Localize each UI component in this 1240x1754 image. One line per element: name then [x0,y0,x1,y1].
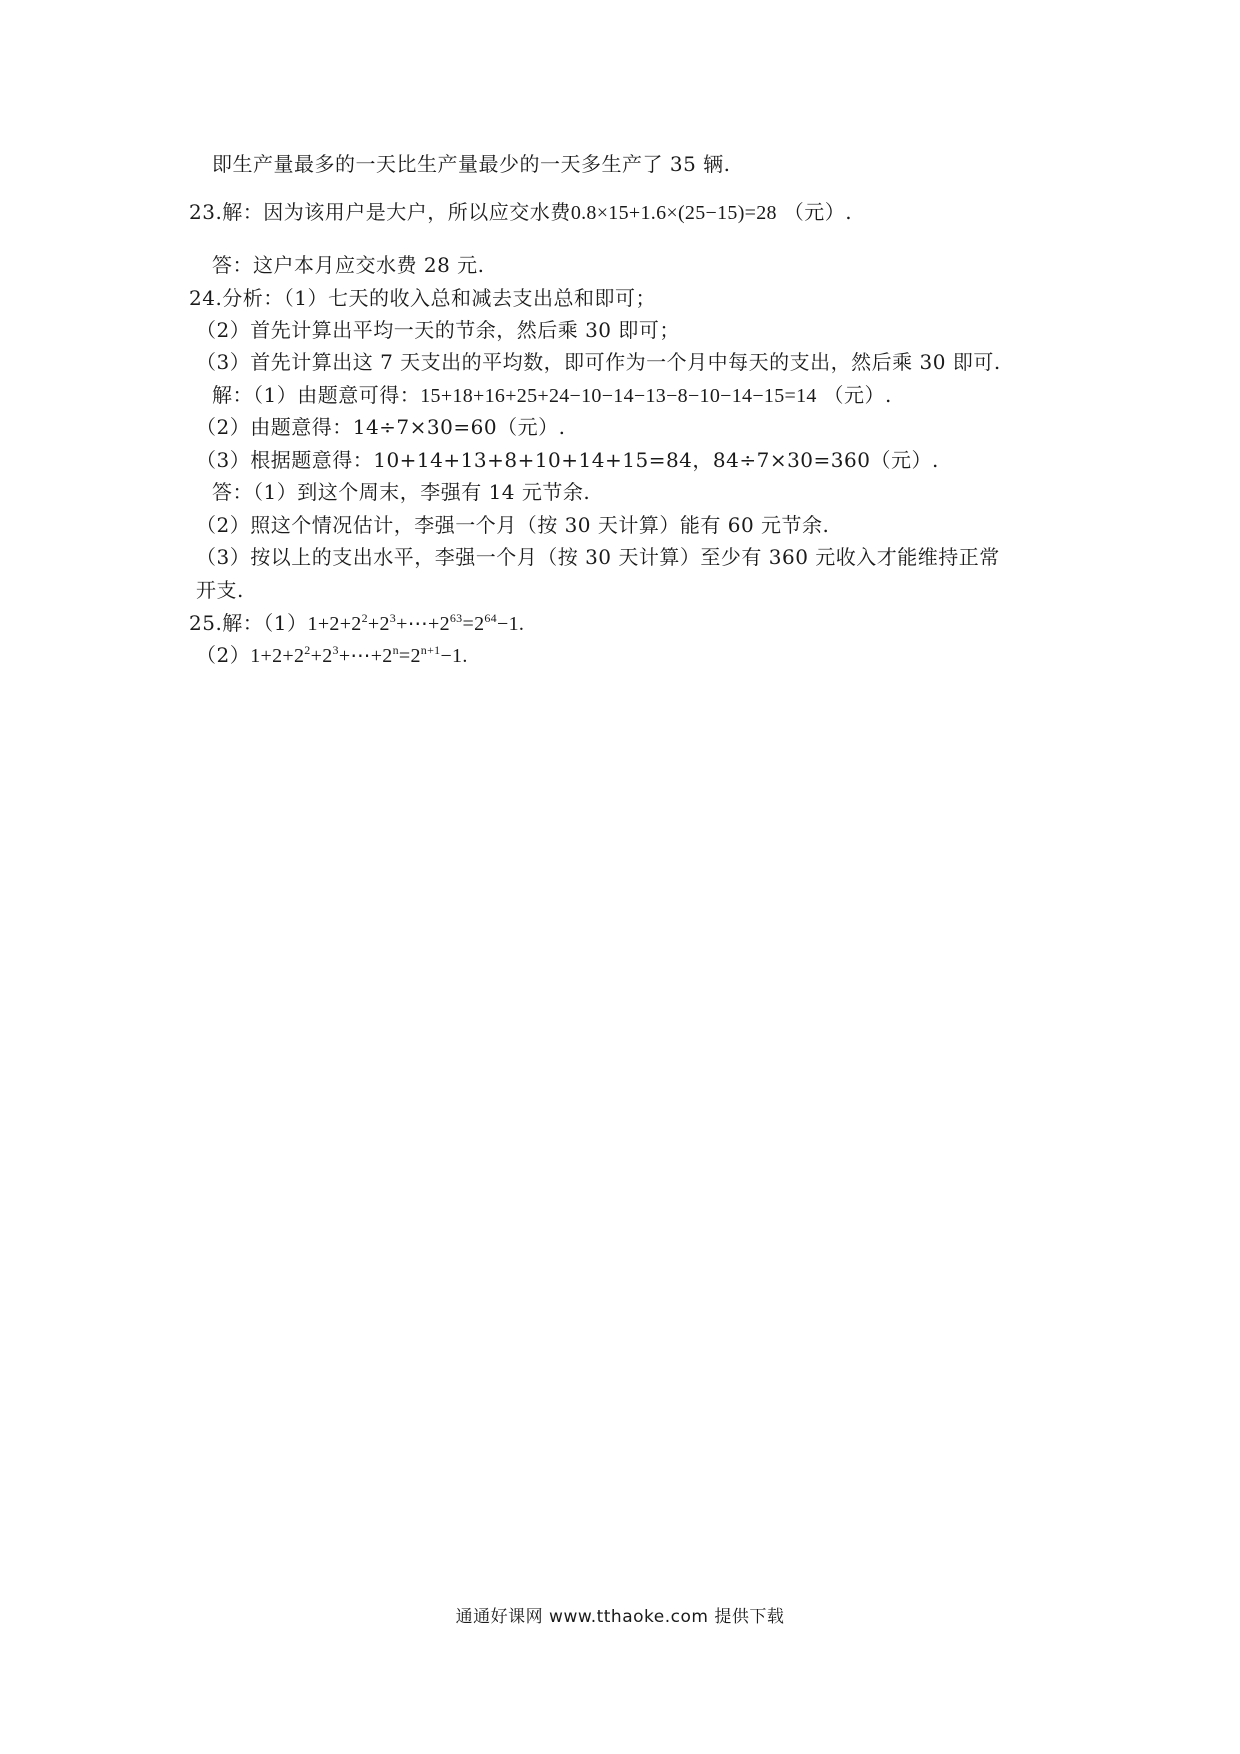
exponent: 3 [332,643,339,657]
text-segment: 25.解：（1） [189,611,308,635]
exponent: 2 [304,643,311,657]
answer-23-line [189,198,852,227]
math-part: +⋯+2 [338,645,393,667]
text-line: 答：这户本月应交水费 28 元. [212,253,485,277]
exponent: 2 [361,611,368,625]
analysis-24-line: 24.分析：（1）七天的收入总和减去支出总和即可； [189,286,657,310]
solution-24-line [212,381,892,410]
text-line: （2）由题意得：14÷7×30=60（元）. [196,415,566,439]
math-part: +2 [367,613,390,635]
math-expression [308,613,525,635]
text-line: （3）首先计算出这 7 天支出的平均数，即可作为一个月中每天的支出，然后乘 30 即可. [196,350,1001,374]
text-line: 开支. [196,578,244,602]
text-segment: 23.解：因为该用户是大户，所以应交水费 [189,200,571,224]
math-part: +⋯+2 [396,613,450,635]
text-line: （3）按以上的支出水平，李强一个月（按 30 天计算）至少有 360 元收入才能维持正常 [196,545,1000,569]
math-part: +2 [310,645,333,667]
math-part: 1+2+2 [250,645,305,667]
answer-25-part2-line [196,641,468,670]
text-segment: （元）. [823,383,892,407]
exponent: 63 [449,611,463,625]
math-expression: 0.8×15+1.6×(25−15)=28 [570,202,777,224]
exponent: 3 [389,611,397,625]
math-expression: 15+18+16+25+24−10−14−13−8−10−14−15=14 [420,385,817,407]
text-segment: （2） [196,643,251,667]
text-line: 答：（1）到这个周末，李强有 14 元节余. [212,480,591,504]
math-part: −1. [496,613,525,635]
text-line: 即生产量最多的一天比生产量最少的一天多生产了 35 辆. [212,152,731,176]
page-footer: 通通好课网 www.tthaoke.com 提供下载 [455,1607,785,1627]
math-part: 1+2+2 [307,613,362,635]
text-line: （2）首先计算出平均一天的节余，然后乘 30 即可； [196,318,680,342]
exponent: n+1 [420,643,441,657]
math-part: =2 [462,613,485,635]
text-line: （2）照这个情况估计，李强一个月（按 30 天计算）能有 60 元节余. [196,513,830,537]
math-expression [250,645,467,667]
text-segment: （元）. [783,200,853,224]
exponent: 64 [484,611,497,625]
answer-25-line [189,609,524,638]
text-segment: 解：（1）由题意可得： [212,383,421,407]
math-part: =2 [398,645,421,667]
math-part: −1. [440,645,468,667]
text-line: （3）根据题意得：10+14+13+8+10+14+15=84，84÷7×30=360（元）. [196,448,939,472]
exponent: n [392,643,399,657]
